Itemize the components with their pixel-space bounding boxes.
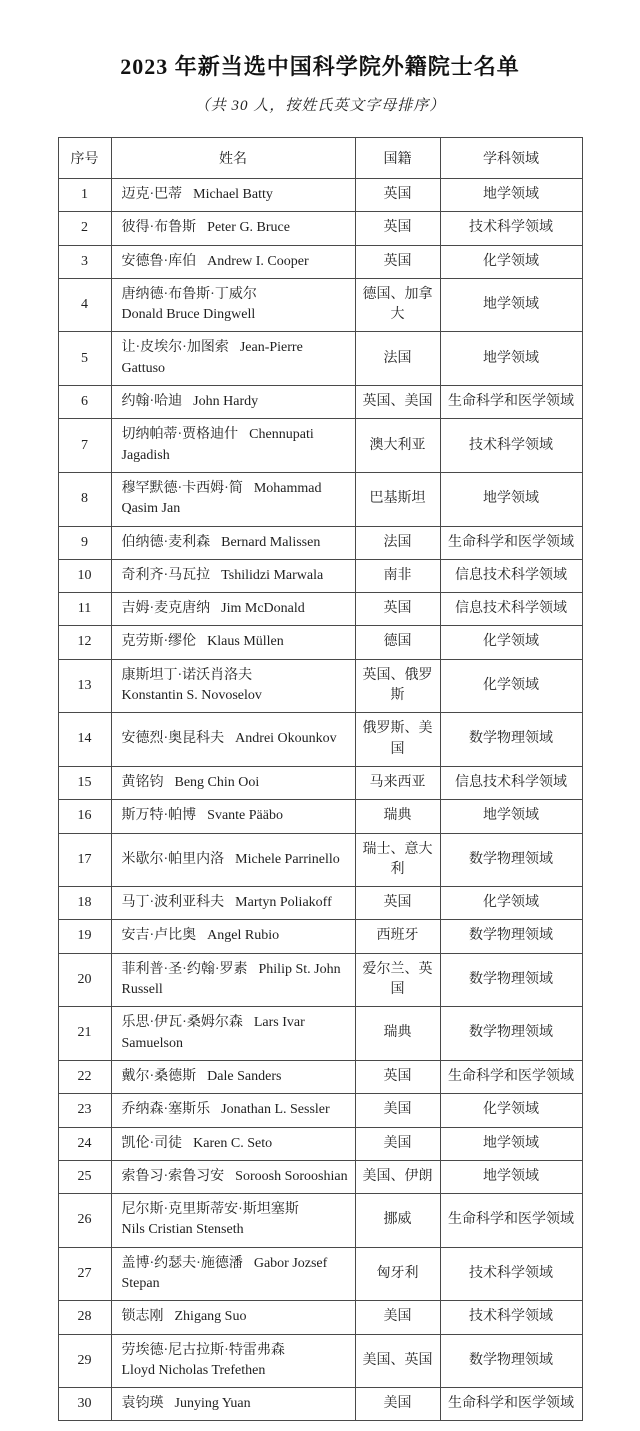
nationality-cell: 美国 (355, 1094, 440, 1127)
name-cell (111, 800, 355, 833)
name-english: Mohammad Qasim Jan (121, 480, 322, 517)
discipline-field-cell: 地学领域 (440, 332, 582, 386)
name-english: Karen C. Seto (193, 1135, 273, 1151)
name-english: Gabor Jozsef Stepan (121, 1255, 328, 1291)
discipline-field-cell: 数学物理领域 (440, 920, 582, 953)
table-row (58, 332, 582, 386)
name-cell (111, 1301, 355, 1334)
row-number: 15 (58, 766, 111, 799)
name-cell (111, 1247, 355, 1301)
nationality-cell: 瑞典 (355, 1007, 440, 1061)
discipline-field-cell: 信息技术科学领域 (440, 559, 582, 592)
row-number: 2 (58, 212, 111, 245)
name-chinese: 约翰·哈迪 (121, 394, 183, 410)
row-number: 30 (58, 1388, 111, 1421)
discipline-field-cell: 化学领域 (440, 659, 582, 713)
name-chinese: 乔纳森·塞斯乐 (121, 1102, 211, 1118)
row-number: 10 (58, 559, 111, 592)
nationality-cell: 爱尔兰、英国 (355, 953, 440, 1007)
name-english: Angel Rubio (207, 928, 280, 944)
name-english: Konstantin S. Novoselov (121, 688, 262, 704)
table-row (58, 472, 582, 526)
table-row (58, 559, 582, 592)
table-row (58, 1301, 582, 1334)
name-chinese: 切纳帕蒂·贾格迪什 (121, 427, 239, 443)
table-row (58, 212, 582, 245)
nationality-cell: 挪威 (355, 1194, 440, 1248)
discipline-field-cell: 数学物理领域 (440, 833, 582, 887)
discipline-field-cell: 地学领域 (440, 1160, 582, 1193)
name-english: Andrew I. Cooper (207, 253, 309, 269)
name-english: Bernard Malissen (221, 534, 321, 550)
name-cell (111, 1007, 355, 1061)
name-cell (111, 419, 355, 473)
name-english: Dale Sanders (207, 1068, 282, 1084)
name-cell (111, 278, 355, 332)
table-row (58, 1194, 582, 1248)
name-english: Michele Parrinello (235, 851, 340, 867)
row-number: 23 (58, 1094, 111, 1127)
name-chinese: 袁钧瑛 (121, 1396, 164, 1412)
table-row (58, 1094, 582, 1127)
nationality-cell: 瑞士、意大利 (355, 833, 440, 887)
row-number: 29 (58, 1334, 111, 1388)
name-cell (111, 526, 355, 559)
discipline-field-cell: 信息技术科学领域 (440, 593, 582, 626)
table-row (58, 920, 582, 953)
discipline-field-cell: 地学领域 (440, 1127, 582, 1160)
table-row (58, 1247, 582, 1301)
name-cell (111, 472, 355, 526)
name-english: Beng Chin Ooi (174, 774, 260, 790)
table-body (58, 179, 582, 1421)
discipline-field-cell: 化学领域 (440, 887, 582, 920)
row-number: 27 (58, 1247, 111, 1301)
name-english: Nils Cristian Stenseth (121, 1222, 244, 1238)
nationality-cell: 美国、伊朗 (355, 1160, 440, 1193)
name-english: Junying Yuan (174, 1396, 251, 1412)
name-chinese: 彼得·布鲁斯 (121, 220, 197, 236)
table-row (58, 386, 582, 419)
name-english: John Hardy (193, 394, 259, 410)
discipline-field-cell: 生命科学和医学领域 (440, 1060, 582, 1093)
name-english: Klaus Müllen (207, 634, 284, 650)
name-chinese: 吉姆·麦克唐纳 (121, 601, 211, 617)
discipline-field-cell: 技术科学领域 (440, 419, 582, 473)
row-number: 5 (58, 332, 111, 386)
nationality-cell: 英国 (355, 212, 440, 245)
column-header-field: 学科领域 (440, 138, 582, 179)
column-header-nationality: 国籍 (355, 138, 440, 179)
discipline-field-cell: 数学物理领域 (440, 1007, 582, 1061)
name-chinese: 克劳斯·缪伦 (121, 634, 197, 650)
page-title: 2023 年新当选中国科学院外籍院士名单 (120, 54, 520, 79)
table-row (58, 766, 582, 799)
discipline-field-cell: 生命科学和医学领域 (440, 1194, 582, 1248)
name-english: Soroosh Sorooshian (235, 1168, 348, 1184)
name-cell (111, 713, 355, 767)
name-cell (111, 659, 355, 713)
row-number: 25 (58, 1160, 111, 1193)
name-chinese: 盖博·约瑟夫·施德潘 (121, 1255, 243, 1271)
name-cell (111, 626, 355, 659)
row-number: 14 (58, 713, 111, 767)
name-chinese: 黄铭钧 (121, 774, 164, 790)
name-english: Lloyd Nicholas Trefethen (121, 1362, 266, 1378)
table-row (58, 626, 582, 659)
table-header (58, 138, 582, 179)
name-english: Philip St. John Russell (121, 961, 341, 998)
name-chinese: 戴尔·桑德斯 (121, 1068, 197, 1084)
discipline-field-cell: 化学领域 (440, 626, 582, 659)
name-chinese: 尼尔斯·克里斯蒂安·斯坦塞斯 (121, 1202, 299, 1218)
name-chinese: 凯伦·司徒 (121, 1135, 183, 1151)
row-number: 24 (58, 1127, 111, 1160)
row-number: 22 (58, 1060, 111, 1093)
nationality-cell: 英国、俄罗斯 (355, 659, 440, 713)
discipline-field-cell: 地学领域 (440, 800, 582, 833)
name-chinese: 劳埃德·尼古拉斯·特雷弗森 (121, 1342, 285, 1358)
nationality-cell: 美国、英国 (355, 1334, 440, 1388)
table-row (58, 1334, 582, 1388)
name-cell (111, 1094, 355, 1127)
row-number: 21 (58, 1007, 111, 1061)
discipline-field-cell: 生命科学和医学领域 (440, 1388, 582, 1421)
name-chinese: 让·皮埃尔·加图索 (121, 340, 229, 356)
name-chinese: 安吉·卢比奥 (121, 928, 197, 944)
name-cell (111, 332, 355, 386)
nationality-cell: 德国 (355, 626, 440, 659)
nationality-cell: 英国 (355, 179, 440, 212)
table-row (58, 593, 582, 626)
name-chinese: 锁志刚 (121, 1309, 164, 1325)
name-cell (111, 1060, 355, 1093)
name-cell (111, 1160, 355, 1193)
name-english: Donald Bruce Dingwell (121, 307, 256, 323)
discipline-field-cell: 化学领域 (440, 1094, 582, 1127)
row-number: 28 (58, 1301, 111, 1334)
row-number: 4 (58, 278, 111, 332)
name-chinese: 迈克·巴蒂 (121, 187, 183, 202)
name-cell (111, 386, 355, 419)
table-row (58, 1007, 582, 1061)
table-row (58, 1160, 582, 1193)
nationality-cell: 美国 (355, 1127, 440, 1160)
discipline-field-cell: 数学物理领域 (440, 1334, 582, 1388)
column-header-index: 序号 (58, 138, 111, 179)
name-cell (111, 1194, 355, 1248)
table-row (58, 953, 582, 1007)
name-cell (111, 887, 355, 920)
name-english: Andrei Okounkov (235, 731, 337, 747)
name-english: Tshilidzi Marwala (221, 567, 324, 583)
nationality-cell: 英国 (355, 593, 440, 626)
name-cell (111, 920, 355, 953)
row-number: 18 (58, 887, 111, 920)
row-number: 12 (58, 626, 111, 659)
name-chinese: 乐思·伊瓦·桑姆尔森 (121, 1015, 243, 1031)
name-cell (111, 212, 355, 245)
name-chinese: 马丁·波利亚科夫 (121, 895, 225, 911)
nationality-cell: 巴基斯坦 (355, 472, 440, 526)
table-row (58, 1127, 582, 1160)
nationality-cell: 美国 (355, 1388, 440, 1421)
name-english: Martyn Poliakoff (235, 895, 332, 911)
column-header-name: 姓名 (111, 138, 355, 179)
name-cell (111, 1388, 355, 1421)
row-number: 7 (58, 419, 111, 473)
name-english: Jean-Pierre Gattuso (121, 340, 303, 376)
name-english: Zhigang Suo (174, 1309, 247, 1325)
name-chinese: 穆罕默德·卡西姆·简 (121, 480, 243, 496)
discipline-field-cell: 数学物理领域 (440, 713, 582, 767)
table-row (58, 526, 582, 559)
nationality-cell: 法国 (355, 332, 440, 386)
table-row (58, 245, 582, 278)
table-row (58, 833, 582, 887)
row-number: 1 (58, 179, 111, 212)
discipline-field-cell: 生命科学和医学领域 (440, 386, 582, 419)
name-english: Michael Batty (193, 187, 273, 202)
name-cell (111, 179, 355, 212)
name-cell (111, 1334, 355, 1388)
table-row (58, 278, 582, 332)
nationality-cell: 澳大利亚 (355, 419, 440, 473)
discipline-field-cell: 化学领域 (440, 245, 582, 278)
name-chinese: 索鲁习·索鲁习安 (121, 1168, 225, 1184)
name-cell (111, 559, 355, 592)
table-header-row (58, 138, 582, 179)
discipline-field-cell: 地学领域 (440, 179, 582, 212)
name-english: Svante Pääbo (207, 808, 283, 824)
nationality-cell: 英国、美国 (355, 386, 440, 419)
name-english: Chennupati Jagadish (121, 427, 314, 463)
name-cell (111, 245, 355, 278)
row-number: 13 (58, 659, 111, 713)
name-cell (111, 953, 355, 1007)
table-row (58, 1060, 582, 1093)
discipline-field-cell: 信息技术科学领域 (440, 766, 582, 799)
discipline-field-cell: 技术科学领域 (440, 1247, 582, 1301)
discipline-field-cell: 技术科学领域 (440, 212, 582, 245)
nationality-cell: 英国 (355, 245, 440, 278)
row-number: 6 (58, 386, 111, 419)
name-english: Jim McDonald (221, 601, 305, 617)
name-chinese: 奇利齐·马瓦拉 (121, 567, 211, 583)
row-number: 11 (58, 593, 111, 626)
table-row (58, 800, 582, 833)
table-row (58, 659, 582, 713)
table-row (58, 419, 582, 473)
nationality-cell: 西班牙 (355, 920, 440, 953)
nationality-cell: 英国 (355, 887, 440, 920)
discipline-field-cell: 生命科学和医学领域 (440, 526, 582, 559)
nationality-cell: 英国 (355, 1060, 440, 1093)
nationality-cell: 南非 (355, 559, 440, 592)
name-chinese: 安德烈·奥昆科夫 (121, 731, 225, 747)
name-chinese: 康斯坦丁·诺沃肖洛夫 (121, 667, 253, 683)
name-chinese: 米歇尔·帕里内洛 (121, 851, 225, 867)
name-chinese: 唐纳德·布鲁斯·丁威尔 (121, 286, 257, 302)
discipline-field-cell: 数学物理领域 (440, 953, 582, 1007)
discipline-field-cell: 地学领域 (440, 472, 582, 526)
row-number: 9 (58, 526, 111, 559)
name-cell (111, 766, 355, 799)
table-row (58, 1388, 582, 1421)
academicians-table (58, 137, 583, 1421)
name-chinese: 菲利普·圣·约翰·罗素 (121, 961, 248, 977)
table-row (58, 179, 582, 212)
name-cell (111, 593, 355, 626)
discipline-field-cell: 地学领域 (440, 278, 582, 332)
nationality-cell: 俄罗斯、美国 (355, 713, 440, 767)
name-chinese: 伯纳德·麦利森 (121, 534, 211, 550)
name-cell (111, 833, 355, 887)
name-cell (111, 1127, 355, 1160)
table-row (58, 887, 582, 920)
name-chinese: 安德鲁·库伯 (121, 253, 197, 269)
nationality-cell: 马来西亚 (355, 766, 440, 799)
nationality-cell: 法国 (355, 526, 440, 559)
nationality-cell: 美国 (355, 1301, 440, 1334)
nationality-cell: 匈牙利 (355, 1247, 440, 1301)
row-number: 26 (58, 1194, 111, 1248)
page-subtitle: （共 30 人，按姓氏英文字母排序） (194, 98, 446, 114)
name-english: Lars Ivar Samuelson (121, 1015, 305, 1051)
row-number: 17 (58, 833, 111, 887)
row-number: 8 (58, 472, 111, 526)
nationality-cell: 瑞典 (355, 800, 440, 833)
discipline-field-cell: 技术科学领域 (440, 1301, 582, 1334)
row-number: 3 (58, 245, 111, 278)
name-english: Peter G. Bruce (207, 220, 290, 236)
name-chinese: 斯万特·帕博 (121, 808, 197, 824)
row-number: 19 (58, 920, 111, 953)
row-number: 16 (58, 800, 111, 833)
nationality-cell: 德国、加拿大 (355, 278, 440, 332)
table-row (58, 713, 582, 767)
name-english: Jonathan L. Sessler (221, 1102, 330, 1118)
row-number: 20 (58, 953, 111, 1007)
